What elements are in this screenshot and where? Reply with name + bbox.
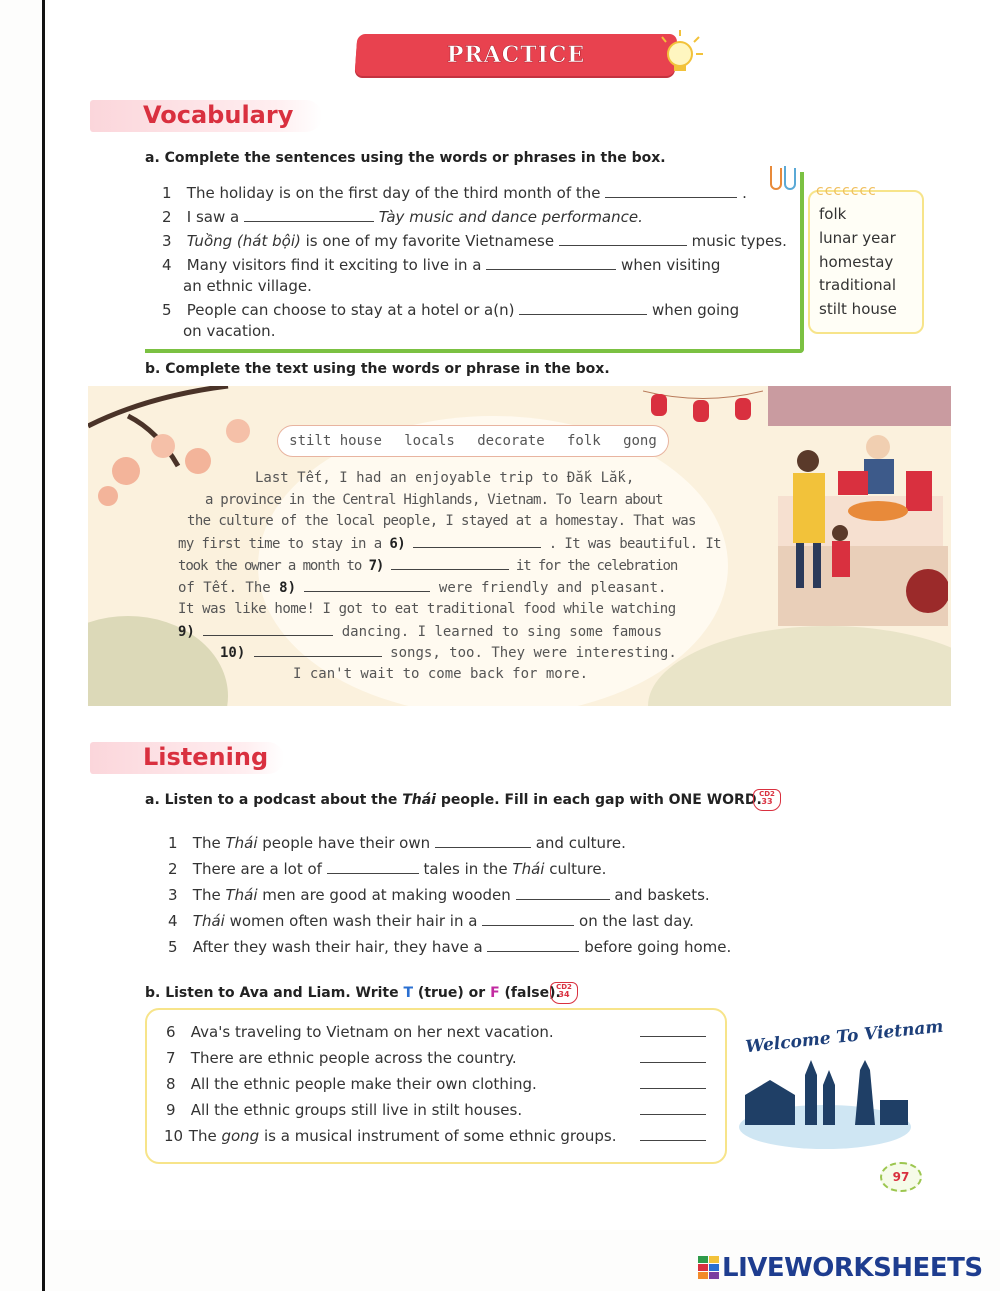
word-bank-item: locals [404, 433, 455, 449]
answer-blank-l2[interactable] [327, 859, 419, 874]
liveworksheets-watermark: LIVEWORKSHEETS [722, 1253, 983, 1283]
tf-answer-10[interactable] [640, 1140, 706, 1141]
gap-number: 6) [389, 536, 406, 552]
instruction-text: b. Listen to Ava and Liam. Write [145, 985, 399, 1001]
story-text: . It was beautiful. It [548, 536, 721, 552]
gap-text: before going home. [584, 938, 732, 956]
tf-statement-9 [166, 1100, 522, 1121]
item-number: 1 [162, 184, 172, 202]
welcome-sign: Welcome To Vietnam [744, 1016, 945, 1058]
story-line-7 [178, 555, 677, 578]
gap-text: The [192, 886, 221, 904]
notebook-rings: ccccccc [816, 183, 877, 199]
answer-blank-l4[interactable] [482, 911, 574, 926]
gap-text: on the last day. [579, 912, 694, 930]
statement-text: Ava's traveling to Vietnam on her next vacation. [190, 1023, 554, 1041]
story-text: it for the celebration [515, 558, 678, 574]
sentence-end: when visiting [621, 256, 721, 274]
story-line: It was like home! I got to eat traditional food while watching [178, 601, 676, 617]
instruction-text: people. Fill in each gap with ONE WORD. [440, 792, 762, 808]
story-line: Last Tết, I had an enjoyable trip to Đắk Lắk, [255, 470, 635, 486]
gap-text: tales in the [423, 860, 508, 878]
gap-number: 8) [279, 580, 297, 596]
scan-edge-line [42, 0, 45, 1291]
listening-b-instruction [145, 985, 561, 1001]
answer-blank-3[interactable] [559, 231, 687, 246]
instruction-italic: Thái [402, 792, 436, 808]
word-box-item: homestay [819, 253, 894, 271]
tf-answer-8[interactable] [640, 1088, 706, 1089]
practice-banner: PRACTICE [446, 42, 586, 68]
tf-answer-7[interactable] [640, 1062, 706, 1063]
answer-blank-5[interactable] [519, 300, 647, 315]
vendor-and-family-icon [778, 431, 948, 621]
vocab-sentence-3 [162, 231, 787, 252]
instruction-text: (true) or [417, 985, 486, 1001]
story-line: I can't wait to come back for more. [293, 666, 589, 682]
story-text: were friendly and pleasant. [438, 580, 667, 596]
story-text: my first time to stay in a [178, 536, 382, 552]
listening-gap-4 [168, 911, 694, 932]
gap-text: people have their own [262, 834, 431, 852]
sentence-end: when going [652, 301, 740, 319]
statement-text: All the ethnic people make their own clothing. [190, 1075, 537, 1093]
story-text: took the owner a month to [178, 558, 362, 574]
listening-title: Listening [143, 743, 269, 771]
vietnam-landmarks-icon [735, 1045, 915, 1155]
answer-blank-l1[interactable] [435, 833, 531, 848]
word-box-item: folk [819, 205, 847, 223]
statement-text: is a musical instrument of some ethnic groups. [263, 1127, 617, 1145]
listening-gap-2 [168, 859, 606, 880]
answer-blank-l5[interactable] [487, 937, 579, 952]
audio-track-badge-icon[interactable] [753, 789, 781, 811]
sentence-text: The holiday is on the first day of the third month of the [186, 184, 601, 202]
listening-gap-1 [168, 833, 626, 854]
word-bank-item: stilt house [289, 433, 382, 449]
listening-gap-3 [168, 885, 710, 906]
sentence-text: Many visitors find it exciting to live in a [186, 256, 482, 274]
false-letter: F [490, 985, 500, 1001]
story-line-9 [178, 621, 662, 644]
story-text: of Tết. The [178, 580, 271, 596]
gap-text: The [192, 834, 221, 852]
sentence-text-rest: Tày music and dance performance. [378, 208, 643, 226]
vocab-sentence-5 [162, 300, 739, 321]
sentence-end: . [742, 184, 747, 202]
lightbulb-icon [660, 28, 710, 84]
listening-gap-5 [168, 937, 731, 958]
vocabulary-b-instruction: b. Complete the text using the words or phrase in the box. [145, 361, 610, 377]
item-number: 2 [162, 208, 172, 226]
badge-top: CD2 [759, 790, 775, 798]
answer-blank-6[interactable] [413, 533, 541, 548]
item-number: 4 [162, 256, 172, 274]
item-number: 5 [168, 938, 178, 956]
tf-statement-10 [164, 1126, 617, 1147]
item-number: 2 [168, 860, 178, 878]
paperclip-icon [765, 162, 797, 196]
answer-blank-9[interactable] [203, 621, 333, 636]
italic-term: gong [221, 1127, 260, 1145]
word-box-item: lunar year [819, 229, 896, 247]
statement-text: There are ethnic people across the country. [190, 1049, 517, 1067]
tf-statement-8 [166, 1074, 537, 1095]
liveworksheets-logo-icon [698, 1256, 720, 1280]
instruction-text: (false). [504, 985, 561, 1001]
statement-text: All the ethnic groups still live in stilt houses. [190, 1101, 523, 1119]
badge-bottom: 33 [761, 797, 773, 806]
italic-term: Thái [192, 912, 225, 930]
answer-blank-l3[interactable] [516, 885, 610, 900]
item-number: 7 [166, 1049, 176, 1067]
stall-awning [768, 386, 951, 426]
item-number: 3 [162, 232, 172, 250]
italic-term: Thái [225, 886, 258, 904]
answer-blank-8[interactable] [304, 577, 430, 592]
answer-blank-4[interactable] [486, 255, 616, 270]
sentence-end: music types. [691, 232, 787, 250]
story-line-10 [220, 642, 677, 665]
word-bank-item: decorate [477, 433, 545, 449]
gap-text: men are good at making wooden [262, 886, 511, 904]
page-number: 97 [880, 1162, 922, 1192]
sentence-text: is one of my favorite Vietnamese [305, 232, 555, 250]
sentence-text: I saw a [186, 208, 240, 226]
word-bank-b [277, 425, 669, 457]
badge-top: CD2 [556, 983, 572, 991]
word-box-item: traditional [819, 276, 897, 294]
item-number: 4 [168, 912, 178, 930]
statement-text: The [188, 1127, 217, 1145]
story-text: songs, too. They were interesting. [390, 645, 677, 661]
vocabulary-a-instruction: a. Complete the sentences using the words or phrases in the box. [145, 150, 666, 166]
vocab-sentence-5-line2: on vacation. [183, 322, 276, 340]
true-letter: T [403, 985, 414, 1001]
tf-answer-6[interactable] [640, 1036, 706, 1037]
answer-blank-1[interactable] [605, 183, 737, 198]
gap-text: and culture. [535, 834, 626, 852]
item-number: 3 [168, 886, 178, 904]
vocab-sentence-4 [162, 255, 720, 276]
tf-statement-7 [166, 1048, 517, 1069]
vocab-sentence-1 [162, 183, 747, 204]
story-line: a province in the Central Highlands, Vietnam. To learn about [205, 492, 663, 508]
italic-term: Thái [512, 860, 545, 878]
gap-text: There are a lot of [192, 860, 322, 878]
answer-blank-10[interactable] [254, 642, 382, 657]
audio-track-badge-icon[interactable] [550, 982, 578, 1004]
gap-text: After they wash their hair, they have a [192, 938, 483, 956]
sentence-text: People can choose to stay at a hotel or a(n) [186, 301, 515, 319]
tf-answer-9[interactable] [640, 1114, 706, 1115]
gap-number: 7) [368, 558, 384, 574]
gap-text: and baskets. [614, 886, 710, 904]
item-number: 8 [166, 1075, 176, 1093]
italic-term: Tuồng (hát bội) [186, 232, 301, 250]
instruction-text: a. Listen to a podcast about the [145, 792, 398, 808]
vocab-sentence-2 [162, 207, 643, 228]
tf-statement-6 [166, 1022, 554, 1043]
vocabulary-title: Vocabulary [143, 101, 294, 129]
gap-number: 10) [220, 645, 246, 661]
story-text: dancing. I learned to sing some famous [341, 624, 663, 640]
answer-blank-7[interactable] [391, 555, 509, 570]
item-number: 10 [164, 1127, 184, 1145]
word-bank-item: gong [623, 433, 657, 449]
badge-bottom: 34 [558, 990, 570, 999]
word-box-item: stilt house [819, 300, 897, 318]
italic-term: Thái [225, 834, 258, 852]
gap-text: culture. [549, 860, 607, 878]
item-number: 6 [166, 1023, 176, 1041]
word-bank-item: folk [566, 433, 601, 449]
story-line-8 [178, 577, 666, 600]
gap-number: 9) [178, 624, 195, 640]
item-number: 9 [166, 1101, 176, 1119]
item-number: 5 [162, 301, 172, 319]
story-line-6 [178, 533, 721, 556]
gap-text: women often wash their hair in a [229, 912, 478, 930]
answer-blank-2[interactable] [244, 207, 374, 222]
listening-a-instruction [145, 792, 762, 808]
vocab-sentence-4-line2: an ethnic village. [183, 277, 312, 295]
item-number: 1 [168, 834, 178, 852]
story-line: the culture of the local people, I stayed at a homestay. That was [187, 513, 696, 529]
